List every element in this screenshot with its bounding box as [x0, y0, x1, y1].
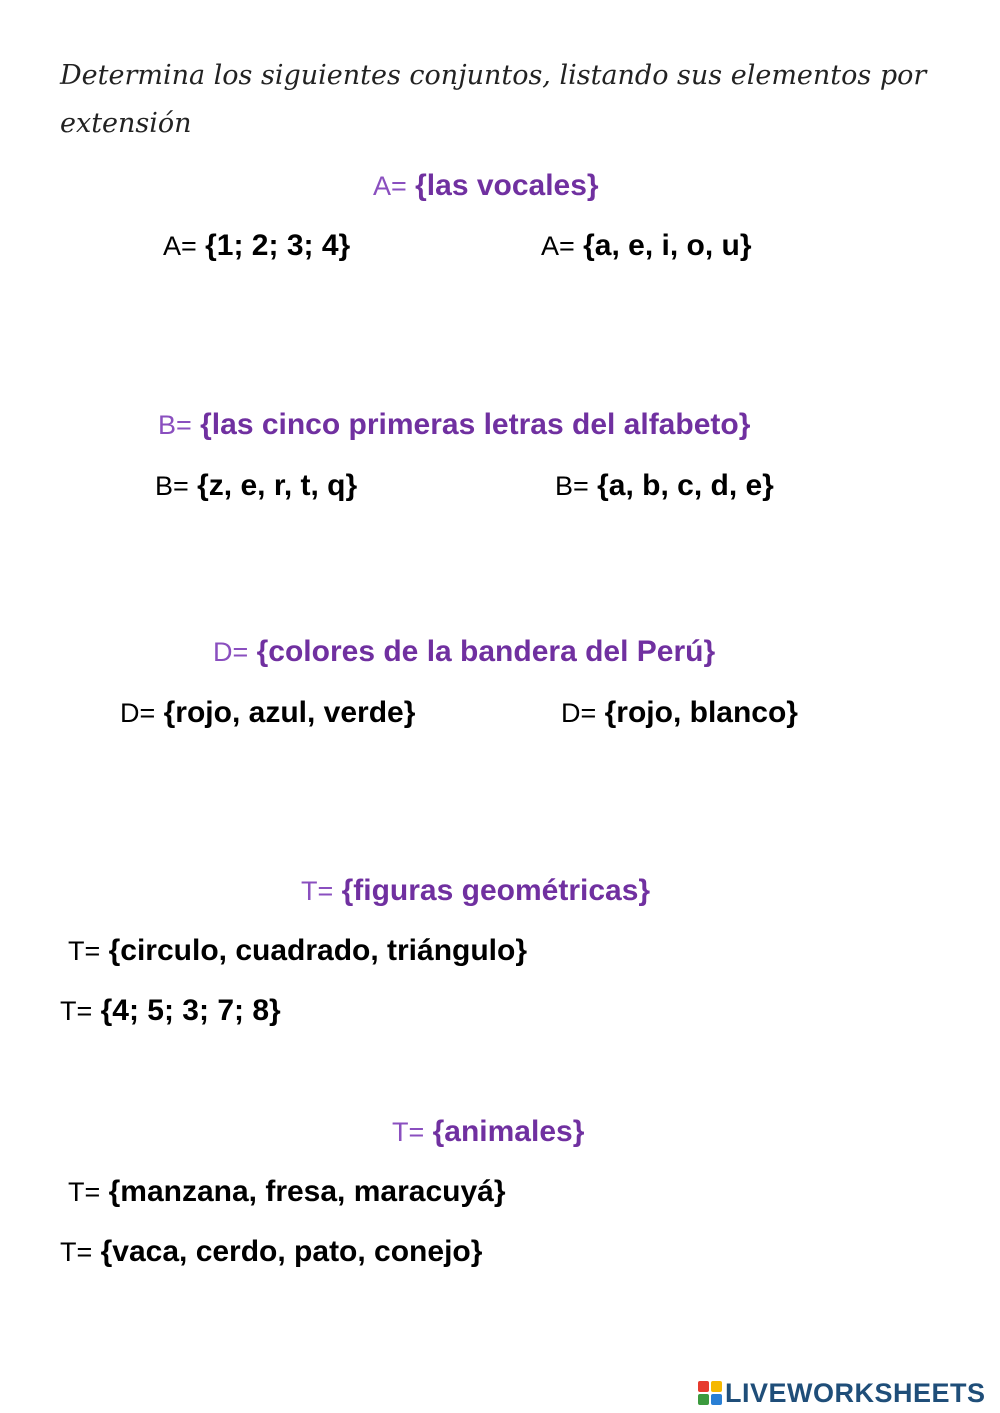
option-label: B=	[555, 471, 589, 501]
option-label: D=	[120, 698, 156, 728]
option-label: T=	[60, 996, 93, 1026]
heading-value: {figuras geométricas}	[341, 874, 651, 907]
question-t-figuras-option-1[interactable]	[68, 936, 527, 966]
option-value: {manzana, fresa, maracuyá}	[108, 1175, 506, 1208]
option-value: {rojo, azul, verde}	[163, 696, 416, 729]
option-value: {circulo, cuadrado, triángulo}	[108, 934, 528, 967]
option-value: {1; 2; 3; 4}	[205, 229, 351, 262]
liveworksheets-logo-icon	[698, 1381, 722, 1405]
heading-label: A=	[373, 171, 407, 201]
option-label: B=	[155, 471, 189, 501]
liveworksheets-logo	[698, 1378, 986, 1408]
question-b-option-1[interactable]	[155, 471, 357, 501]
question-t-animales-heading	[392, 1117, 584, 1147]
heading-value: {las vocales}	[415, 169, 599, 202]
heading-label: T=	[392, 1117, 425, 1147]
question-a-heading	[373, 171, 599, 201]
question-t-figuras-heading	[301, 876, 650, 906]
option-label: T=	[68, 936, 101, 966]
question-b-option-2[interactable]	[555, 471, 774, 501]
option-value: {a, e, i, o, u}	[583, 229, 752, 262]
heading-label: T=	[301, 876, 334, 906]
heading-value: {las cinco primeras letras del alfabeto}	[200, 408, 751, 441]
instructions-line-2: extensión	[60, 108, 192, 139]
instructions-line-1: Determina los siguientes conjuntos, listando sus elementos por	[60, 60, 927, 91]
question-b-heading	[158, 410, 750, 440]
question-d-option-2[interactable]	[561, 698, 798, 728]
heading-label: B=	[158, 410, 192, 440]
option-value: {a, b, c, d, e}	[597, 469, 774, 502]
heading-label: D=	[213, 637, 249, 667]
option-value: {z, e, r, t, q}	[197, 469, 358, 502]
question-d-heading	[213, 637, 715, 667]
question-d-option-1[interactable]	[120, 698, 415, 728]
heading-value: {colores de la bandera del Perú}	[256, 635, 716, 668]
logo-text: LIVEWORKSHEETS	[725, 1377, 986, 1408]
question-a-option-2[interactable]	[541, 231, 752, 261]
option-label: A=	[163, 231, 197, 261]
option-value: {rojo, blanco}	[604, 696, 798, 729]
heading-value: {animales}	[432, 1115, 585, 1148]
question-t-animales-option-2[interactable]	[60, 1237, 482, 1267]
option-label: T=	[68, 1177, 101, 1207]
question-t-figuras-option-2[interactable]	[60, 996, 281, 1026]
question-a-option-1[interactable]	[163, 231, 350, 261]
question-t-animales-option-1[interactable]	[68, 1177, 506, 1207]
option-label: A=	[541, 231, 575, 261]
option-value: {4; 5; 3; 7; 8}	[100, 994, 281, 1027]
option-value: {vaca, cerdo, pato, conejo}	[100, 1235, 483, 1268]
option-label: T=	[60, 1237, 93, 1267]
option-label: D=	[561, 698, 597, 728]
